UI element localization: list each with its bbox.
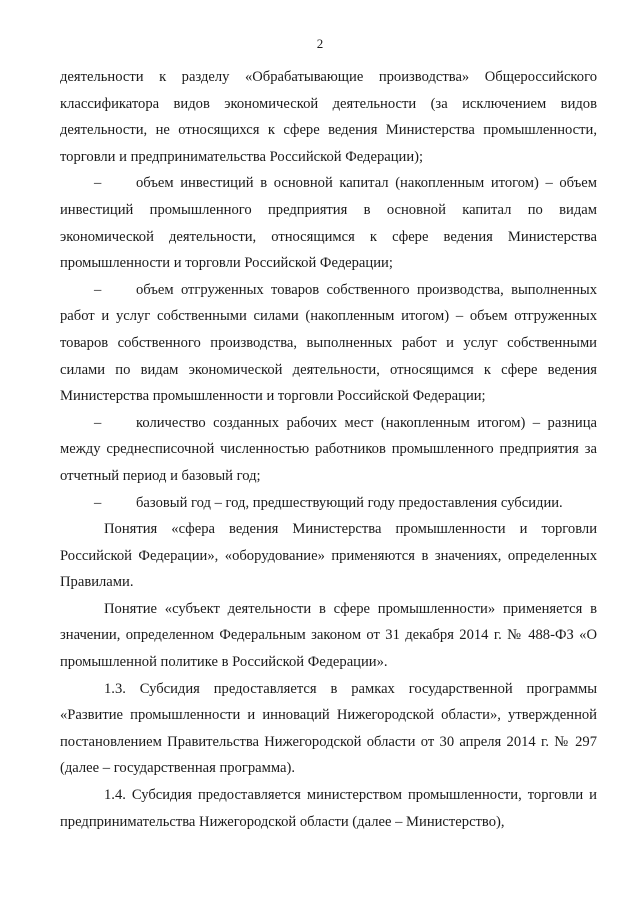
paragraph-industry-subject: Понятие «субъект деятельности в сфере промышленности» применяется в значении, определенном Федеральным законом от 31 декабря 2014 г. № 488-ФЗ «О промышленной политике в Российской Федерации». [60,600,597,671]
list-item-text: количество созданных рабочих мест (накопленным итогом) – разница между среднесписочной численностью работников промышленного предприятия за отчетный период и базовый год; [60,414,597,484]
dash-marker: – [94,281,102,298]
paragraph-concepts: Понятия «сфера ведения Министерства промышленности и торговли Российской Федерации», «оборудование» применяются в значениях, определенных Правилами. [60,521,597,591]
list-item-shipped-goods-volume [60,277,597,410]
paragraph-continuation: деятельности к разделу «Обрабатывающие производства» Общероссийского классификатора видов экономической деятельности (за исключением видов деятельности, не относящихся к сфере ведения Министерства промышленности, торговли и предпринимательства Российской Федерации); [60,69,597,165]
list-item-text: объем инвестиций в основной капитал (накопленным итогом) – объем инвестиций промышленного предприятия в основной капитал по видам экономической деятельности, относящимся к сфере ведения Министерства промышленности и торговли Российской Федерации; [60,175,597,272]
list-item-base-year [60,490,597,517]
dash-marker: – [94,494,102,511]
clause-1-3: 1.3. Субсидия предоставляется в рамках государственной программы «Развитие промышленности и инноваций Нижегородской области», утвержденной постановлением Правительства Нижегородской области от 30 апреля 2014 г. № 297 (далее – государственная программа). [60,680,597,777]
list-item-text: объем отгруженных товаров собственного производства, выполненных работ и услуг собственными силами (накопленным итогом) – объем отгруженных товаров собственного производства, выполненных работ и услуг собственными силами по видам экономической деятельности, относящимся к сфере ведения Министерства промышленности и торговли Российской Федерации; [60,281,597,405]
list-item-text: базовый год – год, предшествующий году предоставления субсидии. [136,494,563,511]
clause-1-4: 1.4. Субсидия предоставляется министерством промышленности, торговли и предпринимательства Нижегородской области (далее – Министерство), [60,787,597,830]
document-body [60,64,597,835]
dash-marker: – [94,175,102,192]
list-item-created-jobs [60,410,597,490]
dash-marker: – [94,414,102,431]
page-number: 2 [316,36,324,51]
list-item-investment-volume [60,170,597,276]
